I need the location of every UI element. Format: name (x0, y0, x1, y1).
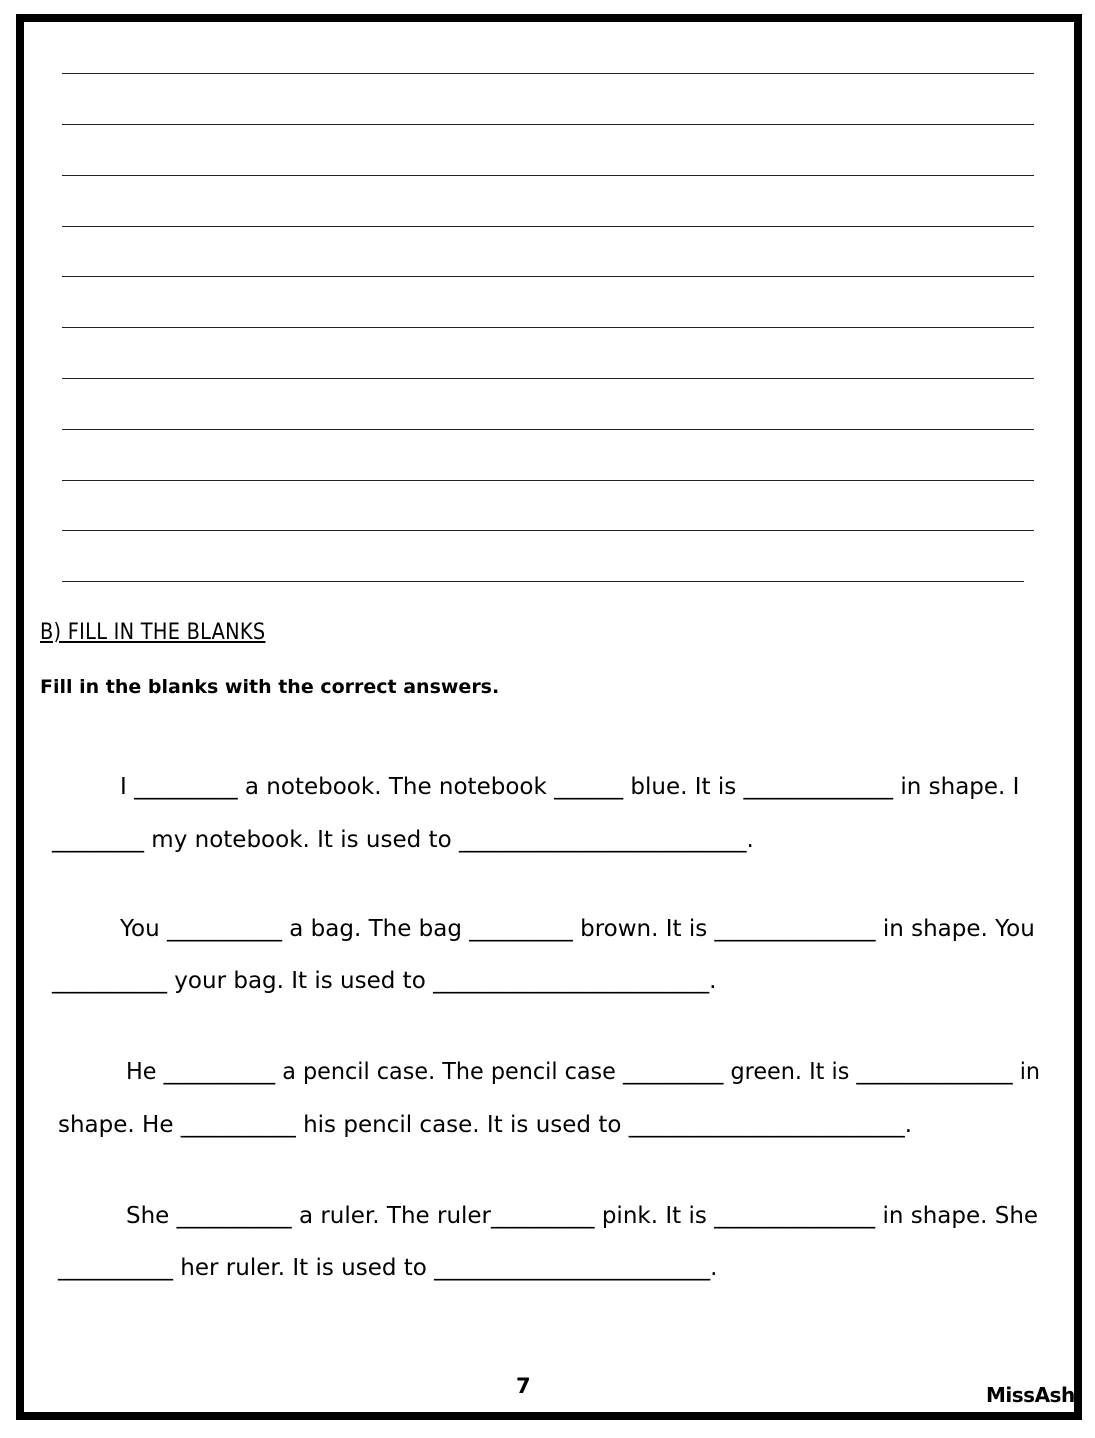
writing-line[interactable] (62, 429, 1034, 430)
writing-line[interactable] (62, 480, 1034, 481)
author-signature: MissAsh (986, 1383, 1075, 1407)
writing-line[interactable] (62, 327, 1034, 328)
paragraph-2-line-2: __________ your bag. It is used to ________________________. (52, 968, 717, 994)
writing-line[interactable] (62, 378, 1034, 379)
paragraph-1-line-2: ________ my notebook. It is used to _________________________. (52, 827, 754, 853)
writing-line[interactable] (62, 73, 1034, 74)
writing-line[interactable] (62, 276, 1034, 277)
page-number: 7 (516, 1374, 531, 1398)
paragraph-2-line-1: You __________ a bag. The bag _________ brown. It is ______________ in shape. You (120, 916, 1035, 942)
writing-line[interactable] (62, 530, 1034, 531)
writing-line[interactable] (62, 124, 1034, 125)
section-heading: B) FILL IN THE BLANKS (40, 620, 266, 645)
writing-line[interactable] (62, 226, 1034, 227)
paragraph-4-line-1: She __________ a ruler. The ruler_________ pink. It is ______________ in shape. She (126, 1203, 1039, 1229)
paragraph-4-line-2: __________ her ruler. It is used to ________________________. (58, 1255, 718, 1281)
paragraph-1-line-1: I _________ a notebook. The notebook ______ blue. It is _____________ in shape. I (120, 774, 1020, 800)
writing-line[interactable] (62, 581, 1024, 582)
paragraph-3-line-2: shape. He __________ his pencil case. It is used to ________________________. (58, 1112, 913, 1138)
instruction-text: Fill in the blanks with the correct answers. (40, 676, 500, 698)
paragraph-3-line-1: He __________ a pencil case. The pencil case _________ green. It is ______________ in (126, 1059, 1041, 1085)
writing-line[interactable] (62, 175, 1034, 176)
